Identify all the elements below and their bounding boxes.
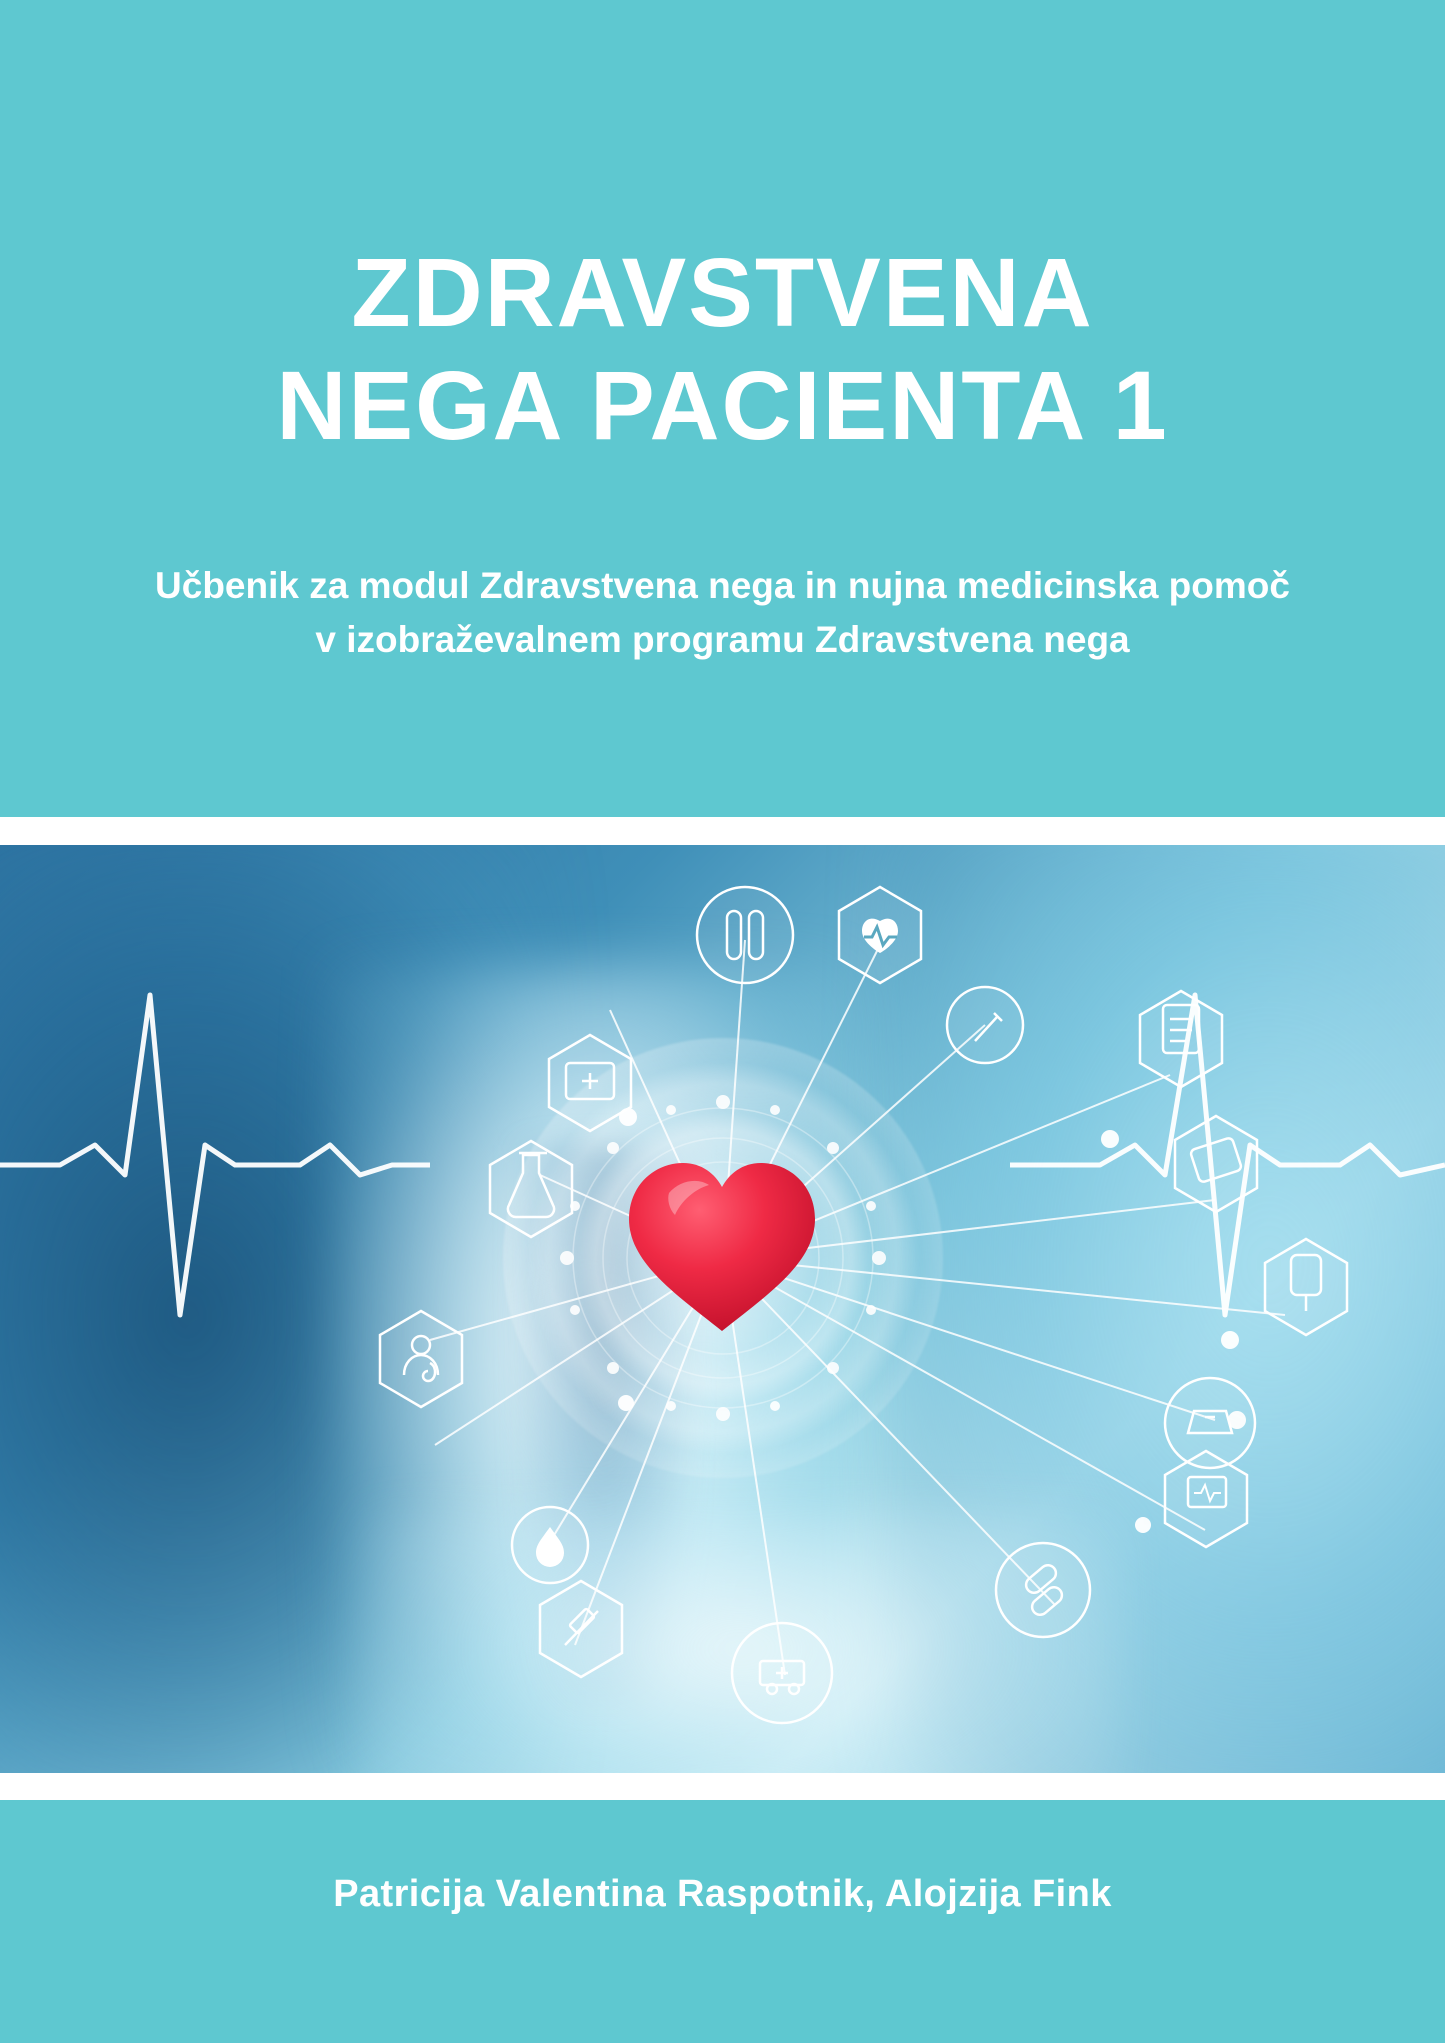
subtitle-line-2: v izobraževalnem programu Zdravstvena nega xyxy=(315,618,1130,660)
heart-icon xyxy=(617,1145,827,1345)
title-line-2: NEGA PACIENTA 1 xyxy=(276,351,1169,461)
title-line-1: ZDRAVSTVENA xyxy=(351,238,1094,347)
cover-footer-band xyxy=(0,1800,1445,2043)
cover-header-band xyxy=(0,0,1445,817)
subtitle-line-1: Učbenik za modul Zdravstvena nega in nujna medicinska pomoč xyxy=(155,564,1290,606)
page-title xyxy=(78,236,1368,463)
cover-illustration xyxy=(0,845,1445,1773)
cover-subtitle xyxy=(113,559,1333,666)
authors: Patricija Valentina Raspotnik, Alojzija Fink xyxy=(333,1873,1112,1915)
